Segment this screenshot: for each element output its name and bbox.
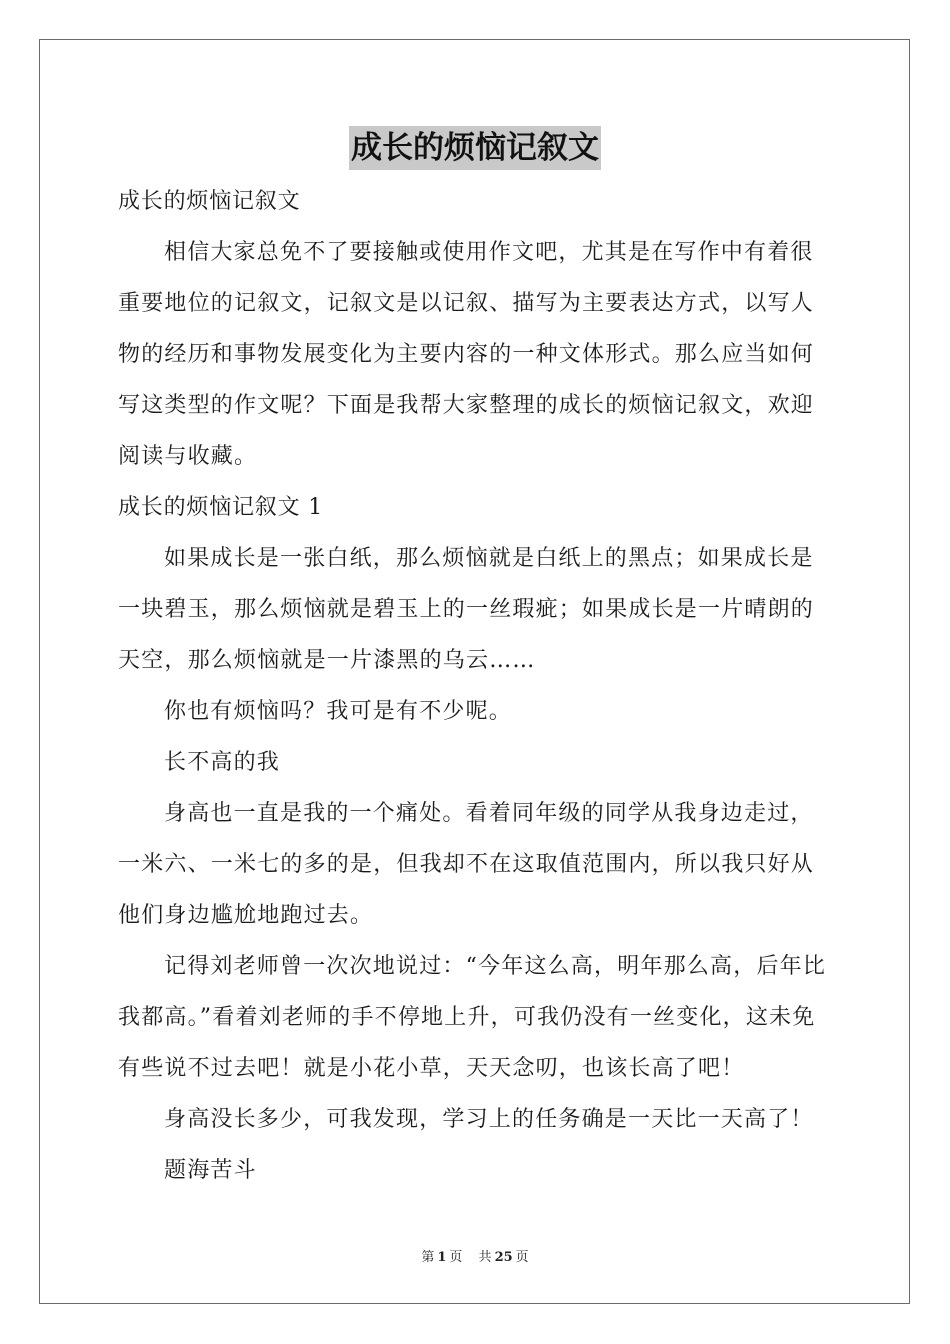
page-footer	[0, 1246, 950, 1265]
total-suffix: 页	[515, 1250, 529, 1265]
page-prefix: 第	[421, 1250, 435, 1265]
paragraph-intro: 相信大家总免不了要接触或使用作文吧，尤其是在写作中有着很重要地位的记叙文，记叙文是以记叙、描写为主要表达方式，以写人物的经历和事物发展变化为主要内容的一种文体形式。那么应当如何写这类型的作文呢？下面是我帮大家整理的成长的烦恼记叙文，欢迎阅读与收藏。	[118, 240, 815, 469]
total-indicator	[476, 1250, 532, 1265]
document-title: 成长的烦恼记叙文	[349, 126, 601, 170]
title-container	[0, 126, 950, 170]
paragraph: 身高也一直是我的一个痛处。看着同年级的同学从我身边走过，一米六、一米七的多的是，但我却不在这取值范围内，所以我只好从他们身边尴尬地跑过去。	[118, 801, 815, 928]
subheading-short: 长不高的我	[164, 750, 281, 775]
paragraph-heading: 成长的烦恼记叙文	[118, 189, 301, 214]
document-body	[118, 176, 836, 1196]
page-number: 1	[437, 1250, 447, 1265]
section-heading-1: 成长的烦恼记叙文 1	[118, 495, 323, 520]
paragraph: 记得刘老师曾一次次地说过：“今年这么高，明年那么高，后年比我都高。”看着刘老师的手不停地上升，可我仍没有一丝变化，这未免有些说不过去吧！就是小花小草，天天念叨，也该长高了吧！	[118, 954, 827, 1081]
paragraph: 你也有烦恼吗？我可是有不少呢。	[164, 699, 513, 724]
page-indicator	[418, 1250, 465, 1265]
subheading-study: 题海苦斗	[164, 1158, 257, 1183]
page-suffix: 页	[449, 1250, 463, 1265]
total-prefix: 共	[478, 1250, 492, 1265]
total-pages: 25	[494, 1250, 513, 1265]
paragraph: 身高没长多少，可我发现，学习上的任务确是一天比一天高了！	[164, 1107, 814, 1132]
paragraph: 如果成长是一张白纸，那么烦恼就是白纸上的黑点；如果成长是一块碧玉，那么烦恼就是碧玉上的一丝瑕疵；如果成长是一片晴朗的天空，那么烦恼就是一片漆黑的乌云……	[118, 546, 815, 673]
